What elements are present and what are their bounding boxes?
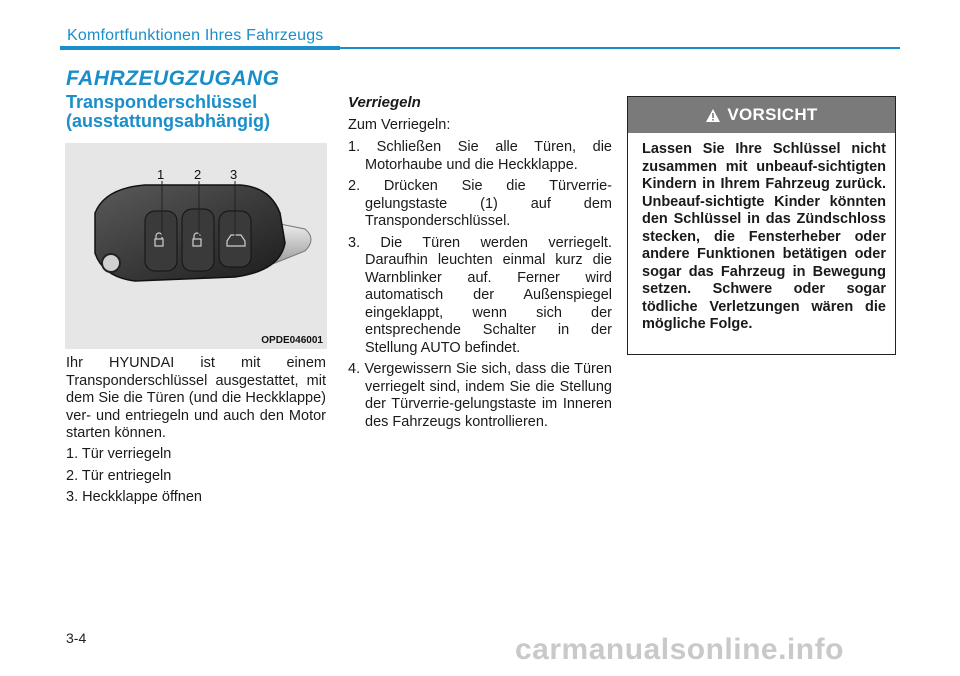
lock-button [145,211,177,271]
list-item: 1. Schließen Sie alle Türen, die Motorhaube und die Heckklappe. [348,139,612,173]
locking-steps [348,139,612,431]
list-item: 1. Tür verriegeln [66,446,172,462]
list-item: 3. Heckklappe öffnen [66,489,202,505]
list-item: 4. Vergewissern Sie sich, dass die Türen verriegelt sind, indem Sie die Stellung der Türverrie-gelungstaste im Inneren des Fahrzeugs kontrollieren. [348,361,612,430]
key-figure [65,143,327,349]
header-rule-thin [340,47,900,49]
caution-header [628,97,895,133]
header-rule-thick [60,46,340,50]
chapter-header: Komfortfunktionen Ihres Fahrzeugs [67,27,324,44]
subsection-title: Transponderschlüssel (ausstattungsabhängig) [66,92,271,131]
callout-number: 3 [230,167,238,182]
caution-label: VORSICHT [727,105,818,124]
locking-intro: Zum Verriegeln: [348,117,451,133]
function-list [66,446,326,507]
left-intro: Ihr HYUNDAI ist mit einem Transponderschlüssel ausgestattet, mit dem Sie die Türen (und die Heckklappe) ver- und entriegeln und auch den Motor starten können. [66,355,326,441]
list-item: 2. Drücken Sie die Türverrie-gelungstaste (1) auf dem Transponderschlüssel. [348,178,612,229]
section-title: FAHRZEUGZUGANG [66,67,280,90]
transponder-key-illustration [65,143,327,349]
watermark: carmanualsonline.info [515,633,844,666]
figure-caption: OPDE046001 [261,335,323,346]
unlock-button [182,209,214,271]
warning-triangle-icon [705,108,721,123]
callout-number: 2 [194,167,202,182]
page-number: 3-4 [66,630,87,646]
caution-text: Lassen Sie Ihre Schlüssel nicht zusammen mit unbeauf-sichtigten Kindern in Ihrem Fahrzeug zurück. Unbeauf-sichtigte Kinder könnten den Schlüssel in das Zündschloss stecken, die Fensterheber oder andere Funktionen betätigen oder sogar das Fahrzeug in Bewegung setzen. Schwere oder sogar tödliche Verletzungen wären die mögliche Folge. [642,141,886,332]
caution-box [627,96,896,355]
list-item: 3. Die Türen werden verriegelt. Daraufhin leuchten einmal kurz die Warnblinker auf. Ferner wird automatisch der Außenspiegel eingeklappt, wenn sich der entsprechende Schalter in der Stellung AUTO befindet. [348,234,612,356]
list-item: 2. Tür entriegeln [66,467,172,484]
locking-heading: Verriegeln [348,94,421,111]
key-ring-hole [102,254,120,272]
callout-number: 1 [157,167,165,182]
